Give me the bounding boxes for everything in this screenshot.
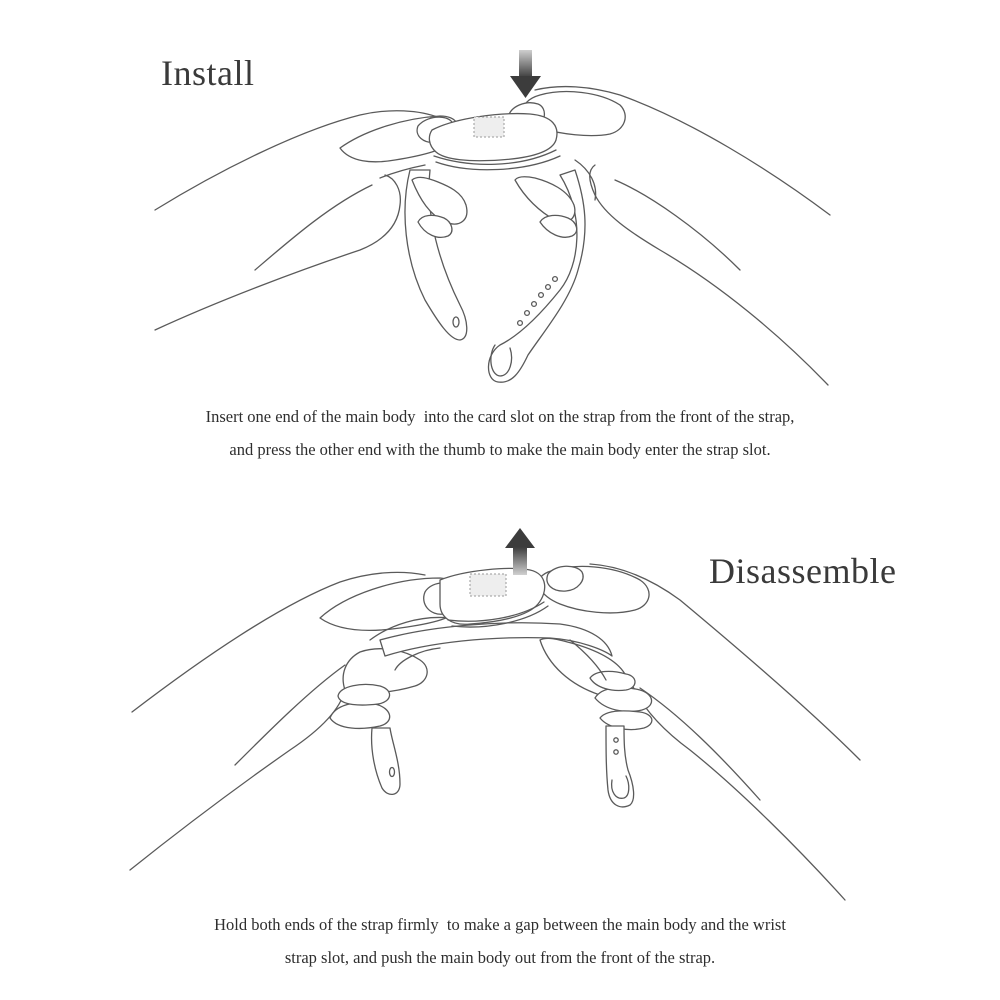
- arrow-down-icon: [510, 50, 541, 98]
- install-caption: [0, 400, 1000, 466]
- chip-window: [470, 574, 506, 596]
- disassemble-caption-line-1: Hold both ends of the strap firmly to make a gap between the main body and the wrist: [214, 915, 786, 934]
- install-heading: Install: [161, 53, 255, 93]
- main-body-capsule: [440, 568, 548, 627]
- disassemble-section: [0, 500, 1000, 1000]
- strap-right: [606, 726, 634, 807]
- disassemble-caption: [0, 908, 1000, 974]
- install-caption-line-2: and press the other end with the thumb to make the main body enter the strap slot.: [229, 440, 771, 459]
- fingers-under: [412, 177, 577, 238]
- strap-left: [372, 728, 400, 794]
- right-hand: [539, 564, 860, 900]
- chip-window: [474, 117, 504, 137]
- left-hand: [130, 572, 466, 870]
- disassemble-caption-line-2: strap slot, and push the main body out from the front of the strap.: [284, 948, 716, 967]
- disassemble-heading: Disassemble: [709, 551, 897, 591]
- install-caption-line-1: Insert one end of the main body into the card slot on the strap from the front of the strap,: [205, 407, 795, 426]
